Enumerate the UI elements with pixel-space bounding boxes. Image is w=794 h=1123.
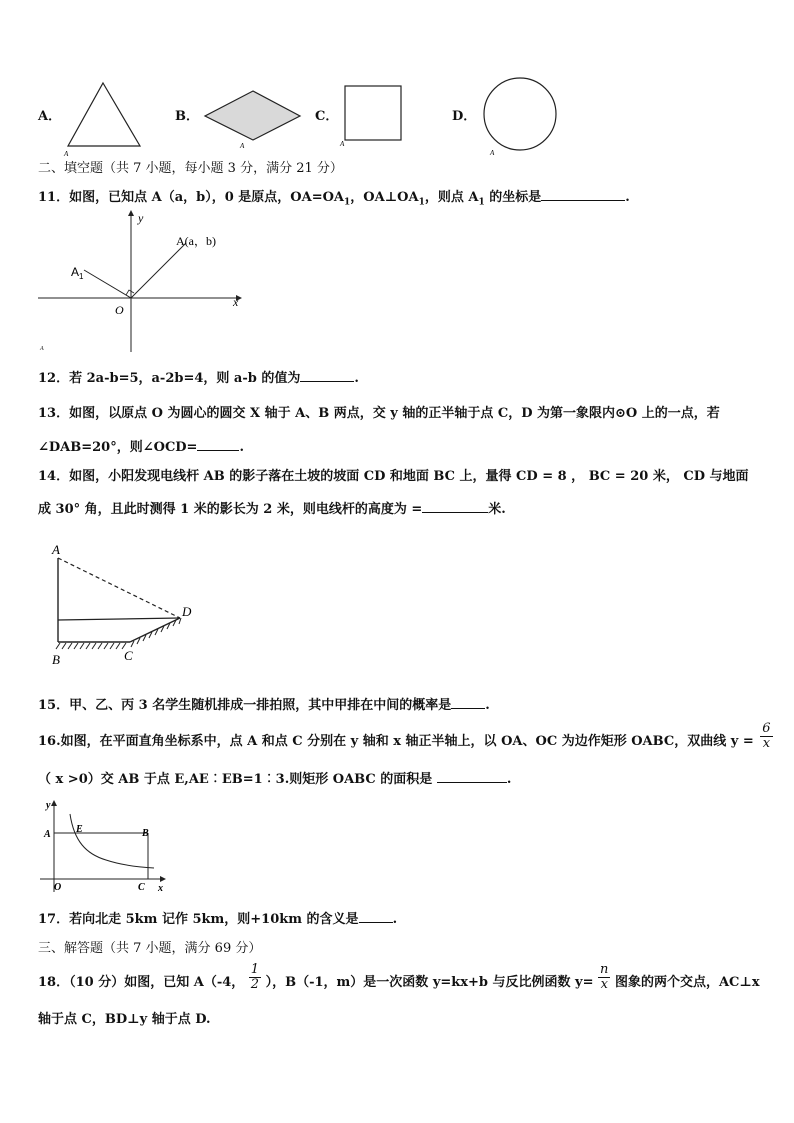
q16-fraction: $\frac{6}{x}$ — [762, 721, 771, 751]
q12-text: 12．若 2a-b=5，a-2b=4，则 a-b 的值为 . — [38, 371, 359, 386]
option-c-corner: A — [340, 140, 345, 148]
q16-point-c: C — [138, 882, 145, 893]
q17-text: 17．若向北走 5km 记作 5km，则+10km 的含义是 . — [38, 912, 398, 927]
q11-text: 11．如图，已知点 A（a，b），0 是原点，$OA=OA_1$，$OA\perp OA_1$，则点 $A_1$ 的坐标是 . — [38, 190, 630, 208]
q18-fraction-half: $\frac{1}{2}$ — [250, 962, 260, 992]
section-3-heading: 三、解答题（共 7 小题，满分 69 分） — [38, 941, 262, 956]
q16-origin: O — [54, 882, 62, 893]
q14-line2: 成 30° 角，且此时测得 1 米的影长为 2 米，则电线杆的高度为 = 米. — [38, 502, 506, 517]
q16-line1: 16.如图，在平面直角坐标系中，点 A 和点 C 分别在 y 轴和 x 轴正半轴上，以 OA、OC 为边作矩形 OABC，双曲线 y = $\frac{6}{x}$ — [38, 721, 771, 751]
q18-line1: 18．（10 分）如图，已知 A（-4， $\frac{1}{2}$ ），B（-1，m）是一次函数 y=kx+b 与反比例函数 y= $\frac{n}{x}$ 图象的两个交点，AC⊥x — [38, 962, 760, 992]
option-d-label: D． — [452, 109, 477, 124]
option-d-circle — [478, 74, 562, 158]
option-c-label: C． — [315, 109, 339, 124]
option-a-corner: A — [64, 150, 69, 158]
option-b-corner: A — [240, 142, 245, 150]
q14-point-b: B — [52, 652, 60, 667]
q11-x-label: x — [233, 295, 239, 309]
q16-point-b: B — [142, 828, 149, 839]
q14-figure — [46, 540, 204, 668]
q18-line2: 轴于点 C，BD⊥y 轴于点 D. — [38, 1012, 211, 1027]
q14-point-c: C — [124, 648, 133, 663]
option-b-rhombus — [200, 88, 306, 150]
q11-point-a-label: A(a，b) — [176, 234, 216, 248]
option-a-triangle — [62, 80, 144, 158]
q14-line1: 14．如图，小阳发现电线杆 AB 的影子落在土坡的坡面 CD 和地面 BC 上，量得 CD = 8 ， BC = 20 米， CD 与地面 — [38, 469, 749, 484]
q14-point-a: A — [52, 542, 60, 557]
q16-point-e: E — [76, 824, 83, 835]
q11-origin-label: O — [115, 303, 124, 317]
q16-line2: （ x >0）交 AB 于点 E,AE︰EB=1︰3.则矩形 OABC 的面积是 . — [38, 772, 512, 787]
q15-text: 15．甲、乙、丙 3 名学生随机排成一排拍照，其中甲排在中间的概率是 . — [38, 698, 490, 713]
option-c-square — [338, 82, 408, 148]
option-d-corner: A — [490, 149, 495, 157]
q11-corner: A — [40, 346, 44, 352]
q13-line2: ∠DAB=20°，则∠OCD= . — [38, 440, 244, 455]
q11-figure — [36, 208, 246, 354]
q16-y-label: y — [46, 800, 51, 811]
section-2-heading: 二、填空题（共 7 小题，每小题 3 分，满分 21 分） — [38, 161, 343, 176]
q16-x-label: x — [158, 883, 163, 894]
option-a-label: A． — [38, 109, 62, 124]
q14-point-d: D — [182, 604, 192, 619]
q11-y-label: y — [138, 211, 144, 225]
option-b-label: B． — [175, 109, 199, 124]
q13-line1: 13．如图，以原点 O 为圆心的圆交 X 轴于 A、B 两点，交 y 轴的正半轴于点 C，D 为第一象限内⊙O 上的一点，若 — [38, 406, 720, 421]
q18-fraction-nx: $\frac{n}{x}$ — [600, 962, 609, 992]
q16-point-a: A — [44, 829, 51, 840]
q16-figure — [36, 796, 172, 896]
q11-point-a1-label: $A_1$ — [71, 265, 84, 281]
